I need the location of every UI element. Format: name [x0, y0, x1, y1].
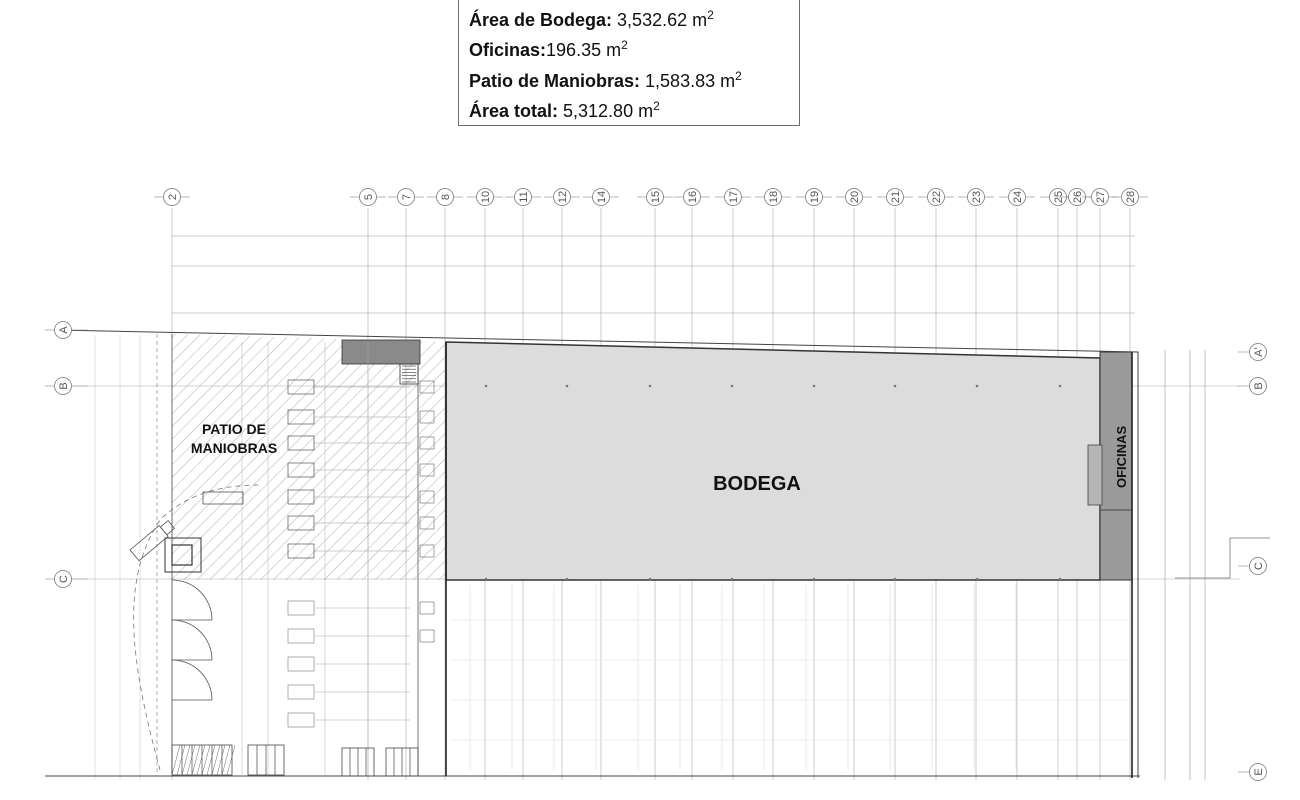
stall-hatch	[227, 745, 235, 775]
stall-hatch	[217, 745, 225, 775]
column-dot	[976, 385, 979, 388]
row-axis-marker	[1238, 344, 1267, 361]
axis-label: 5	[363, 193, 375, 201]
column-dot	[485, 578, 488, 581]
summary-label: Área de Bodega:	[469, 10, 613, 30]
column-dot	[813, 385, 816, 388]
axis-label: 22	[931, 190, 943, 204]
dock-door	[420, 602, 434, 614]
axis-label: C	[1253, 562, 1265, 570]
column-axis-marker	[796, 189, 832, 206]
bodega-label: BODEGA	[713, 473, 801, 495]
summary-unit-exp: 2	[621, 38, 628, 52]
axis-label: E	[1253, 768, 1265, 776]
summary-label: Patio de Maniobras:	[469, 71, 641, 91]
column-axis-marker	[1112, 189, 1148, 206]
column-axis-marker	[715, 189, 751, 206]
axis-label: 14	[596, 190, 608, 204]
axis-label: B	[1253, 382, 1265, 390]
truck-icon	[130, 519, 176, 561]
row-axis-marker	[45, 378, 88, 395]
summary-unit-exp: 2	[653, 99, 660, 113]
summary-value: 3,532.62 m	[612, 10, 708, 30]
dock-bay	[288, 657, 314, 671]
column-axis-marker	[999, 189, 1035, 206]
column-dot	[566, 578, 569, 581]
column-dot	[566, 385, 569, 388]
axis-label: 10	[480, 190, 492, 204]
summary-unit-exp: 2	[735, 69, 742, 83]
column-axis-markers	[154, 189, 1148, 206]
axis-label: 18	[768, 190, 780, 204]
axis-label: C	[58, 575, 70, 583]
summary-value: 196.35 m	[546, 40, 622, 60]
column-axis-marker	[836, 189, 872, 206]
axis-label: 11	[518, 191, 530, 203]
row-axis-marker	[1238, 764, 1267, 781]
column-dot	[894, 385, 897, 388]
stall-hatch	[182, 745, 190, 775]
row-axis-marker	[1238, 378, 1267, 395]
column-axis-marker	[877, 189, 913, 206]
column-axis-marker	[583, 189, 619, 206]
stall-hatch	[187, 745, 195, 775]
stall-hatch	[197, 745, 205, 775]
axis-label: 25	[1053, 190, 1065, 204]
dock-bay	[288, 629, 314, 643]
summary-label: Área total:	[469, 101, 559, 121]
column-axis-marker	[637, 189, 673, 206]
row-axis-marker	[45, 571, 88, 588]
column-dot	[485, 385, 488, 388]
column-dot	[894, 578, 897, 581]
axis-label: 2	[167, 193, 179, 201]
stair-block	[342, 340, 420, 364]
column-dot	[813, 578, 816, 581]
axis-label: 12	[557, 190, 569, 204]
stall-hatch	[192, 745, 200, 775]
oficinas-annex	[1088, 445, 1102, 505]
axis-label: 20	[849, 190, 861, 204]
axis-label: 19	[809, 190, 821, 204]
dock-bay	[288, 713, 314, 727]
stall-hatch	[172, 745, 180, 775]
column-dot	[649, 385, 652, 388]
dock-door	[420, 630, 434, 642]
column-dot	[976, 578, 979, 581]
column-axis-marker	[427, 189, 463, 206]
column-axis-marker	[350, 189, 386, 206]
patio-label-line1: PATIO DE	[201, 421, 267, 437]
gate-arc-1	[172, 580, 212, 620]
axis-label: B	[58, 382, 70, 390]
row-axis-marker	[45, 322, 88, 339]
patio-hatched-area	[172, 334, 446, 580]
axis-label: 28	[1125, 190, 1137, 204]
axis-label: 21	[890, 190, 902, 204]
gate-arc-3	[172, 660, 212, 700]
patio-label-line2: MANIOBRAS	[190, 440, 278, 456]
stall-hatch	[212, 745, 220, 775]
axis-label: 16	[687, 190, 699, 204]
column-axis-marker	[467, 189, 503, 206]
column-dot	[731, 578, 734, 581]
dock-bay	[288, 685, 314, 699]
axis-label: 8	[440, 193, 452, 201]
axis-label: A	[58, 326, 70, 334]
column-axis-marker	[388, 189, 424, 206]
stall-hatch	[222, 745, 230, 775]
axis-label: A'	[1253, 347, 1265, 357]
column-dot	[1059, 578, 1062, 581]
column-axis-marker	[154, 189, 190, 206]
axis-label: 24	[1012, 190, 1024, 204]
column-axis-marker	[544, 189, 580, 206]
bottom-stalls	[172, 745, 418, 776]
column-axis-marker	[674, 189, 710, 206]
dock-bay	[288, 601, 314, 615]
column-dot	[731, 385, 734, 388]
axis-label: 17	[728, 190, 740, 204]
axis-label: 15	[650, 190, 662, 204]
stall-hatch	[207, 745, 215, 775]
stall-hatch	[202, 745, 210, 775]
column-axis-marker	[505, 189, 541, 206]
summary-unit-exp: 2	[707, 8, 714, 22]
oficinas-label: OFICINAS	[1114, 425, 1129, 488]
summary-value: 5,312.80 m	[558, 101, 654, 121]
column-axis-marker	[918, 189, 954, 206]
axis-label: 26	[1072, 190, 1084, 204]
column-dot	[1059, 385, 1062, 388]
axis-label: 27	[1095, 190, 1107, 204]
gate-arc-2	[172, 620, 212, 660]
bodega-area	[446, 342, 1100, 580]
summary-value: 1,583.83 m	[640, 71, 736, 91]
row-axis-marker	[1238, 558, 1267, 575]
axis-label: 7	[401, 193, 413, 201]
summary-label: Oficinas:	[469, 40, 547, 60]
column-axis-marker	[755, 189, 791, 206]
axis-label: 23	[971, 190, 983, 204]
stall-hatch	[177, 745, 185, 775]
column-dot	[649, 578, 652, 581]
column-axis-marker	[958, 189, 994, 206]
